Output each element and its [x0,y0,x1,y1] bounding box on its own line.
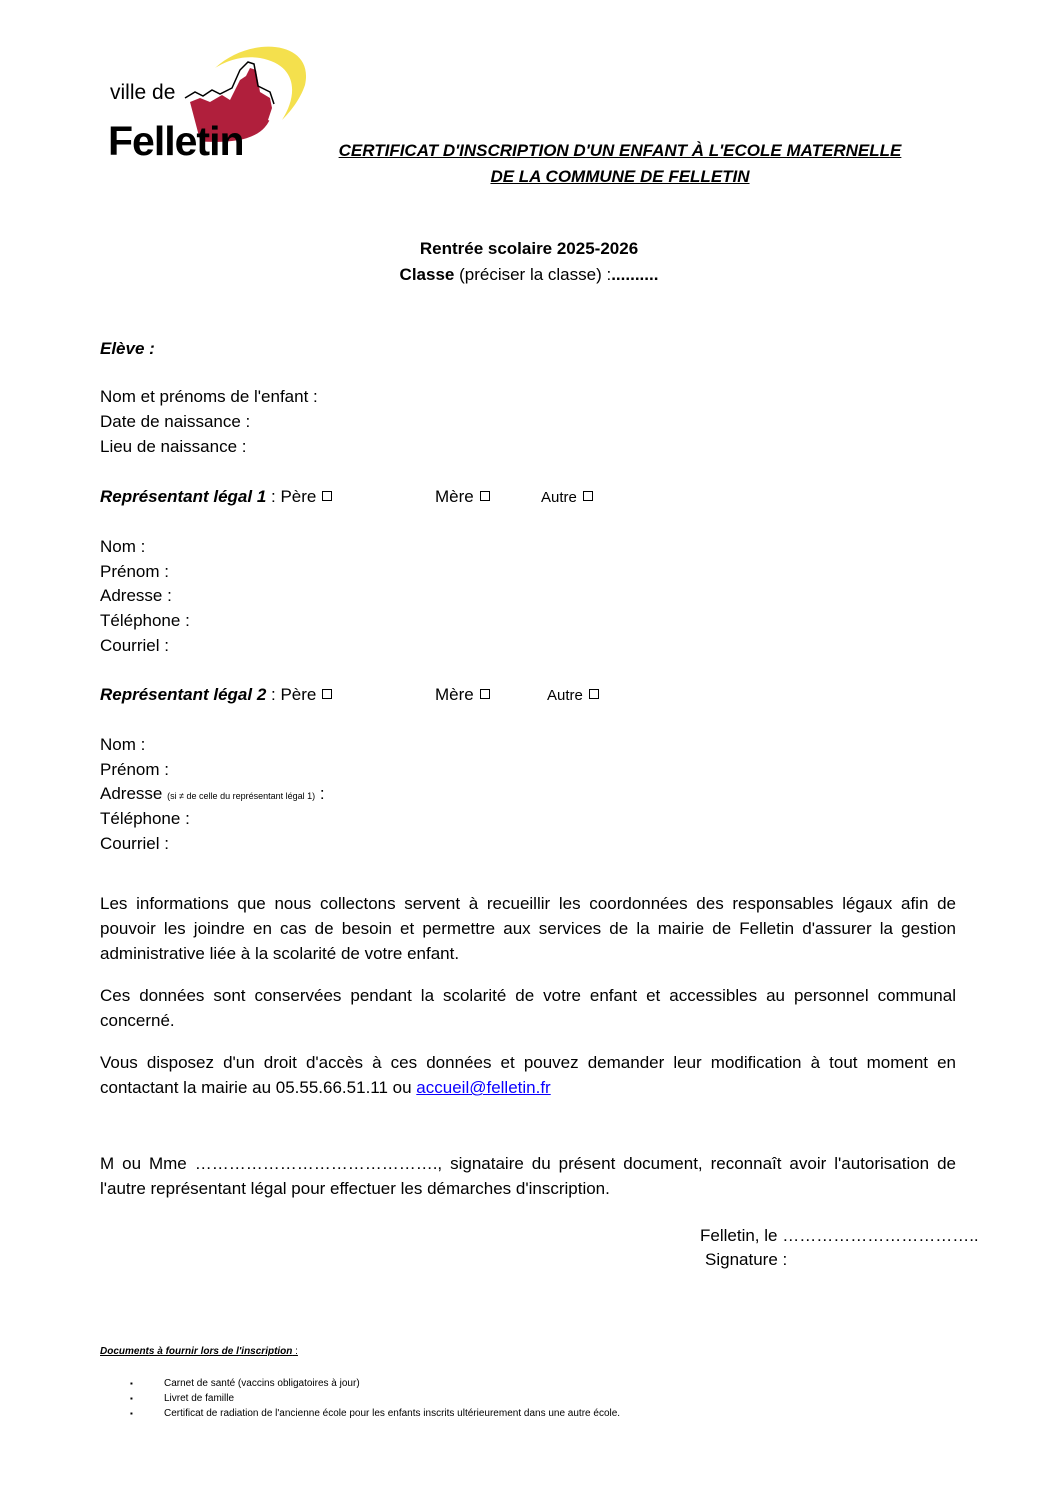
rep2-adresse-note: (si ≠ de celle du représentant légal 1) [167,791,316,801]
email-link[interactable]: accueil@felletin.fr [416,1078,551,1097]
field-birth-date: Date de naissance : [100,412,251,431]
eleve-heading: Elève : [100,339,155,358]
info-paragraph-3-text: Vous disposez d'un droit d'accès à ces données et pouvez demander leur modification à tout moment en contactant la mairie au 05.55.66.51.11 ou [100,1053,956,1097]
rep1-mere-label: Mère [435,487,474,506]
class-label: Classe [399,265,455,284]
documents-heading-text: Documents à fournir lors de l'inscription [100,1346,293,1357]
signatory-paragraph: M ou Mme ……………………………………., signataire du présent document, reconnaît avoir l'autorisation de l'autre représentant légal pour effectuer les démarches d'inscription. [100,1154,956,1198]
logo-text-big: Felletin [108,118,244,164]
info-paragraph-1: Les informations que nous collectons servent à recueillir les coordonnées des responsables légaux afin de pouvoir les joindre en cas de besoin et permettre aux services de la mairie de Felletin d'assurer la gestion administrative liée à la scolarité de votre enfant. [100,894,956,963]
document-title [240,138,1000,190]
rep1-mere-option [435,487,490,507]
rep2-mere-label: Mère [435,685,474,704]
title-line-2: DE LA COMMUNE DE FELLETIN [490,167,750,186]
signature-label: Signature : [705,1250,788,1269]
rep2-field-prenom: Prénom : [100,760,169,779]
field-child-name: Nom et prénoms de l'enfant : [100,387,318,406]
list-item: ▪ Carnet de santé (vaccins obligatoires à jour) [130,1376,620,1391]
rep2-mere-checkbox[interactable] [480,689,490,699]
rep2-field-adresse [100,784,325,804]
info-paragraph-2: Ces données sont conservées pendant la scolarité de votre enfant et accessibles au personnel communal concerné. [100,986,956,1030]
rep1-row [100,487,332,507]
rep1-pere-label: Père [280,487,317,506]
rep2-mere-option [435,685,490,705]
rep2-field-nom: Nom : [100,735,146,754]
rep1-mere-checkbox[interactable] [480,491,490,501]
documents-heading-colon: : [292,1346,298,1357]
rep1-pere-checkbox[interactable] [322,491,332,501]
logo-text-small: ville de [110,81,176,104]
rep1-field-telephone: Téléphone : [100,611,190,630]
rep2-field-courriel: Courriel : [100,834,169,853]
rep1-autre-checkbox[interactable] [583,491,593,501]
rep2-autre-label: Autre [547,687,583,704]
field-birth-place: Lieu de naissance : [100,437,247,456]
rep1-field-nom: Nom : [100,537,146,556]
rep2-autre-checkbox[interactable] [589,689,599,699]
documents-heading [100,1346,298,1357]
rep2-row [100,685,332,705]
rep1-field-courriel: Courriel : [100,636,169,655]
rep2-adresse-colon: : [315,784,325,803]
rep1-sep: : [266,487,281,506]
title-line-1: CERTIFICAT D'INSCRIPTION D'UN ENFANT À L'ECOLE MATERNELLE [338,141,902,160]
rep2-field-telephone: Téléphone : [100,809,190,828]
rep1-field-adresse: Adresse : [100,586,172,605]
rep1-autre-option [541,489,593,506]
school-year: Rentrée scolaire 2025-2026 [419,239,639,258]
class-dots: .......... [611,265,659,284]
rep2-sep: : [266,685,281,704]
rep2-autre-option [547,687,599,704]
list-item: ▪ Certificat de radiation de l'ancienne école pour les enfants inscrits ultérieurement dans une autre école. [130,1406,620,1421]
rep2-pere-checkbox[interactable] [322,689,332,699]
documents-list [130,1376,620,1421]
rep2-pere-label: Père [280,685,317,704]
class-line [0,265,1058,285]
class-hint: (préciser la classe) : [454,265,612,284]
place-date-line: Felletin, le …………………………….. [700,1226,979,1245]
list-item: ▪ Livret de famille [130,1391,620,1406]
info-paragraph-3 [100,1050,956,1100]
rep2-adresse-label: Adresse [100,784,163,803]
rep2-heading: Représentant légal 2 [100,685,267,704]
rep1-autre-label: Autre [541,489,577,506]
rep1-field-prenom: Prénom : [100,562,169,581]
rep1-heading: Représentant légal 1 [100,487,267,506]
